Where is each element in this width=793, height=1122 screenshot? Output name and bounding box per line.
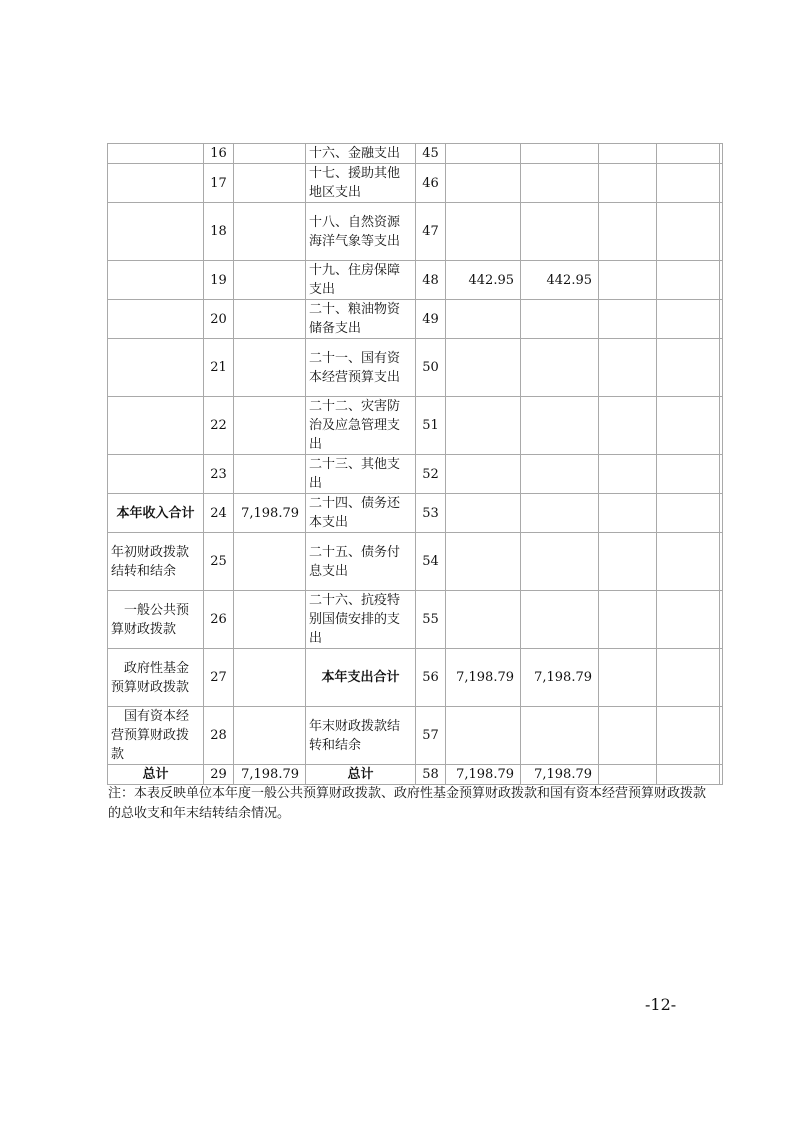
fund-budget-cell xyxy=(599,494,657,533)
fund-budget-cell xyxy=(599,649,657,707)
income-line-number-cell: 27 xyxy=(204,649,234,707)
expense-line-number-cell: 58 xyxy=(416,765,446,785)
table-row xyxy=(108,300,723,339)
state-capital-budget-cell xyxy=(657,339,720,397)
expense-total-cell xyxy=(446,203,521,261)
expense-total-cell xyxy=(446,300,521,339)
general-budget-cell: 7,198.79 xyxy=(521,649,599,707)
income-line-number-cell: 22 xyxy=(204,397,234,455)
edge-cell xyxy=(720,455,723,494)
expense-total-cell xyxy=(446,144,521,164)
table-row xyxy=(108,203,723,261)
expense-line-number-cell: 51 xyxy=(416,397,446,455)
income-line-number-cell: 21 xyxy=(204,339,234,397)
expense-line-number-cell: 52 xyxy=(416,455,446,494)
general-budget-cell xyxy=(521,533,599,591)
income-line-number-cell: 28 xyxy=(204,707,234,765)
income-line-number-cell: 16 xyxy=(204,144,234,164)
state-capital-budget-cell xyxy=(657,397,720,455)
expense-total-cell xyxy=(446,591,521,649)
grand-total-label: 总计 xyxy=(108,765,204,785)
state-capital-budget-cell xyxy=(657,707,720,765)
income-item-cell xyxy=(108,164,204,203)
income-item-cell: 年初财政拨款结转和结余 xyxy=(108,533,204,591)
income-item-cell: 一般公共预算财政拨款 xyxy=(108,591,204,649)
expense-total-cell xyxy=(446,397,521,455)
general-budget-cell xyxy=(521,144,599,164)
state-capital-budget-cell xyxy=(657,144,720,164)
table-row xyxy=(108,164,723,203)
income-total-label: 本年收入合计 xyxy=(108,494,204,533)
income-amount-cell: 7,198.79 xyxy=(234,765,306,785)
table-row xyxy=(108,707,723,765)
edge-cell xyxy=(720,649,723,707)
expense-item-cell: 二十三、其他支出 xyxy=(306,455,416,494)
expense-total-cell xyxy=(446,707,521,765)
general-budget-cell xyxy=(521,164,599,203)
expense-line-number-cell: 48 xyxy=(416,261,446,300)
edge-cell xyxy=(720,261,723,300)
expense-item-cell: 十九、住房保障支出 xyxy=(306,261,416,300)
expense-item-cell: 十七、援助其他地区支出 xyxy=(306,164,416,203)
income-item-cell xyxy=(108,144,204,164)
expense-total-cell xyxy=(446,339,521,397)
expense-item-cell: 二十四、债务还本支出 xyxy=(306,494,416,533)
fund-budget-cell xyxy=(599,144,657,164)
table-row xyxy=(108,591,723,649)
state-capital-budget-cell xyxy=(657,261,720,300)
table-row xyxy=(108,533,723,591)
income-item-cell: 国有资本经营预算财政拨款 xyxy=(108,707,204,765)
expense-item-cell: 二十一、国有资本经营预算支出 xyxy=(306,339,416,397)
income-item-cell xyxy=(108,203,204,261)
financial-report-table xyxy=(107,143,723,785)
general-budget-cell xyxy=(521,300,599,339)
income-amount-cell xyxy=(234,261,306,300)
income-amount-cell xyxy=(234,203,306,261)
expense-line-number-cell: 53 xyxy=(416,494,446,533)
income-item-cell xyxy=(108,261,204,300)
state-capital-budget-cell xyxy=(657,203,720,261)
income-line-number-cell: 24 xyxy=(204,494,234,533)
income-line-number-cell: 18 xyxy=(204,203,234,261)
income-amount-cell xyxy=(234,339,306,397)
expense-total-cell: 442.95 xyxy=(446,261,521,300)
edge-cell xyxy=(720,397,723,455)
edge-cell xyxy=(720,591,723,649)
income-line-number-cell: 17 xyxy=(204,164,234,203)
income-item-cell xyxy=(108,455,204,494)
edge-cell xyxy=(720,300,723,339)
general-budget-cell xyxy=(521,494,599,533)
income-line-number-cell: 26 xyxy=(204,591,234,649)
fund-budget-cell xyxy=(599,261,657,300)
general-budget-cell xyxy=(521,707,599,765)
expense-item-cell: 十六、金融支出 xyxy=(306,144,416,164)
income-amount-cell xyxy=(234,533,306,591)
expense-total-cell xyxy=(446,533,521,591)
edge-cell xyxy=(720,707,723,765)
expense-total-label: 本年支出合计 xyxy=(306,649,416,707)
income-item-cell xyxy=(108,339,204,397)
table-row xyxy=(108,494,723,533)
fund-budget-cell xyxy=(599,164,657,203)
state-capital-budget-cell xyxy=(657,533,720,591)
general-budget-cell xyxy=(521,339,599,397)
income-amount-cell xyxy=(234,707,306,765)
expense-line-number-cell: 55 xyxy=(416,591,446,649)
table-row xyxy=(108,455,723,494)
expense-total-cell: 7,198.79 xyxy=(446,765,521,785)
expense-line-number-cell: 56 xyxy=(416,649,446,707)
state-capital-budget-cell xyxy=(657,455,720,494)
fund-budget-cell xyxy=(599,339,657,397)
expense-item-cell: 二十二、灾害防治及应急管理支出 xyxy=(306,397,416,455)
fund-budget-cell xyxy=(599,533,657,591)
income-amount-cell: 7,198.79 xyxy=(234,494,306,533)
income-amount-cell xyxy=(234,649,306,707)
expense-total-cell xyxy=(446,164,521,203)
expense-line-number-cell: 46 xyxy=(416,164,446,203)
table-row xyxy=(108,261,723,300)
expense-item-cell: 年末财政拨款结转和结余 xyxy=(306,707,416,765)
state-capital-budget-cell xyxy=(657,765,720,785)
general-budget-cell: 442.95 xyxy=(521,261,599,300)
general-budget-cell xyxy=(521,591,599,649)
income-amount-cell xyxy=(234,591,306,649)
expense-line-number-cell: 54 xyxy=(416,533,446,591)
fund-budget-cell xyxy=(599,591,657,649)
income-line-number-cell: 25 xyxy=(204,533,234,591)
table-row xyxy=(108,339,723,397)
edge-cell xyxy=(720,203,723,261)
general-budget-cell xyxy=(521,455,599,494)
fund-budget-cell xyxy=(599,707,657,765)
expense-item-cell: 十八、自然资源海洋气象等支出 xyxy=(306,203,416,261)
fund-budget-cell xyxy=(599,203,657,261)
table-row xyxy=(108,649,723,707)
income-line-number-cell: 20 xyxy=(204,300,234,339)
income-line-number-cell: 23 xyxy=(204,455,234,494)
state-capital-budget-cell xyxy=(657,300,720,339)
expense-total-cell: 7,198.79 xyxy=(446,649,521,707)
expense-total-cell xyxy=(446,455,521,494)
edge-cell xyxy=(720,494,723,533)
fund-budget-cell xyxy=(599,397,657,455)
general-budget-cell xyxy=(521,203,599,261)
income-item-cell xyxy=(108,397,204,455)
expense-item-cell: 二十五、债务付息支出 xyxy=(306,533,416,591)
state-capital-budget-cell xyxy=(657,164,720,203)
income-amount-cell xyxy=(234,164,306,203)
fund-budget-cell xyxy=(599,765,657,785)
edge-cell xyxy=(720,339,723,397)
edge-cell xyxy=(720,144,723,164)
income-amount-cell xyxy=(234,144,306,164)
table-row xyxy=(108,144,723,164)
state-capital-budget-cell xyxy=(657,591,720,649)
expense-line-number-cell: 45 xyxy=(416,144,446,164)
expense-line-number-cell: 49 xyxy=(416,300,446,339)
income-line-number-cell: 19 xyxy=(204,261,234,300)
general-budget-cell xyxy=(521,397,599,455)
edge-cell xyxy=(720,533,723,591)
income-amount-cell xyxy=(234,300,306,339)
expense-line-number-cell: 47 xyxy=(416,203,446,261)
expense-item-cell: 二十、粮油物资储备支出 xyxy=(306,300,416,339)
expense-line-number-cell: 57 xyxy=(416,707,446,765)
fund-budget-cell xyxy=(599,455,657,494)
income-item-cell xyxy=(108,300,204,339)
expense-total-cell xyxy=(446,494,521,533)
income-amount-cell xyxy=(234,455,306,494)
edge-cell xyxy=(720,765,723,785)
edge-cell xyxy=(720,164,723,203)
page-number: -12- xyxy=(645,995,677,1014)
expense-line-number-cell: 50 xyxy=(416,339,446,397)
income-line-number-cell: 29 xyxy=(204,765,234,785)
income-item-cell: 政府性基金预算财政拨款 xyxy=(108,649,204,707)
income-amount-cell xyxy=(234,397,306,455)
expense-item-cell: 二十六、抗疫特别国债安排的支出 xyxy=(306,591,416,649)
table-row xyxy=(108,397,723,455)
state-capital-budget-cell xyxy=(657,649,720,707)
general-budget-cell: 7,198.79 xyxy=(521,765,599,785)
state-capital-budget-cell xyxy=(657,494,720,533)
fund-budget-cell xyxy=(599,300,657,339)
table-note: 注：本表反映单位本年度一般公共预算财政拨款、政府性基金预算财政拨款和国有资本经营预算财政拨款的总收支和年末结转结余情况。 xyxy=(108,786,707,821)
grand-total-label: 总计 xyxy=(306,765,416,785)
table-row xyxy=(108,765,723,785)
